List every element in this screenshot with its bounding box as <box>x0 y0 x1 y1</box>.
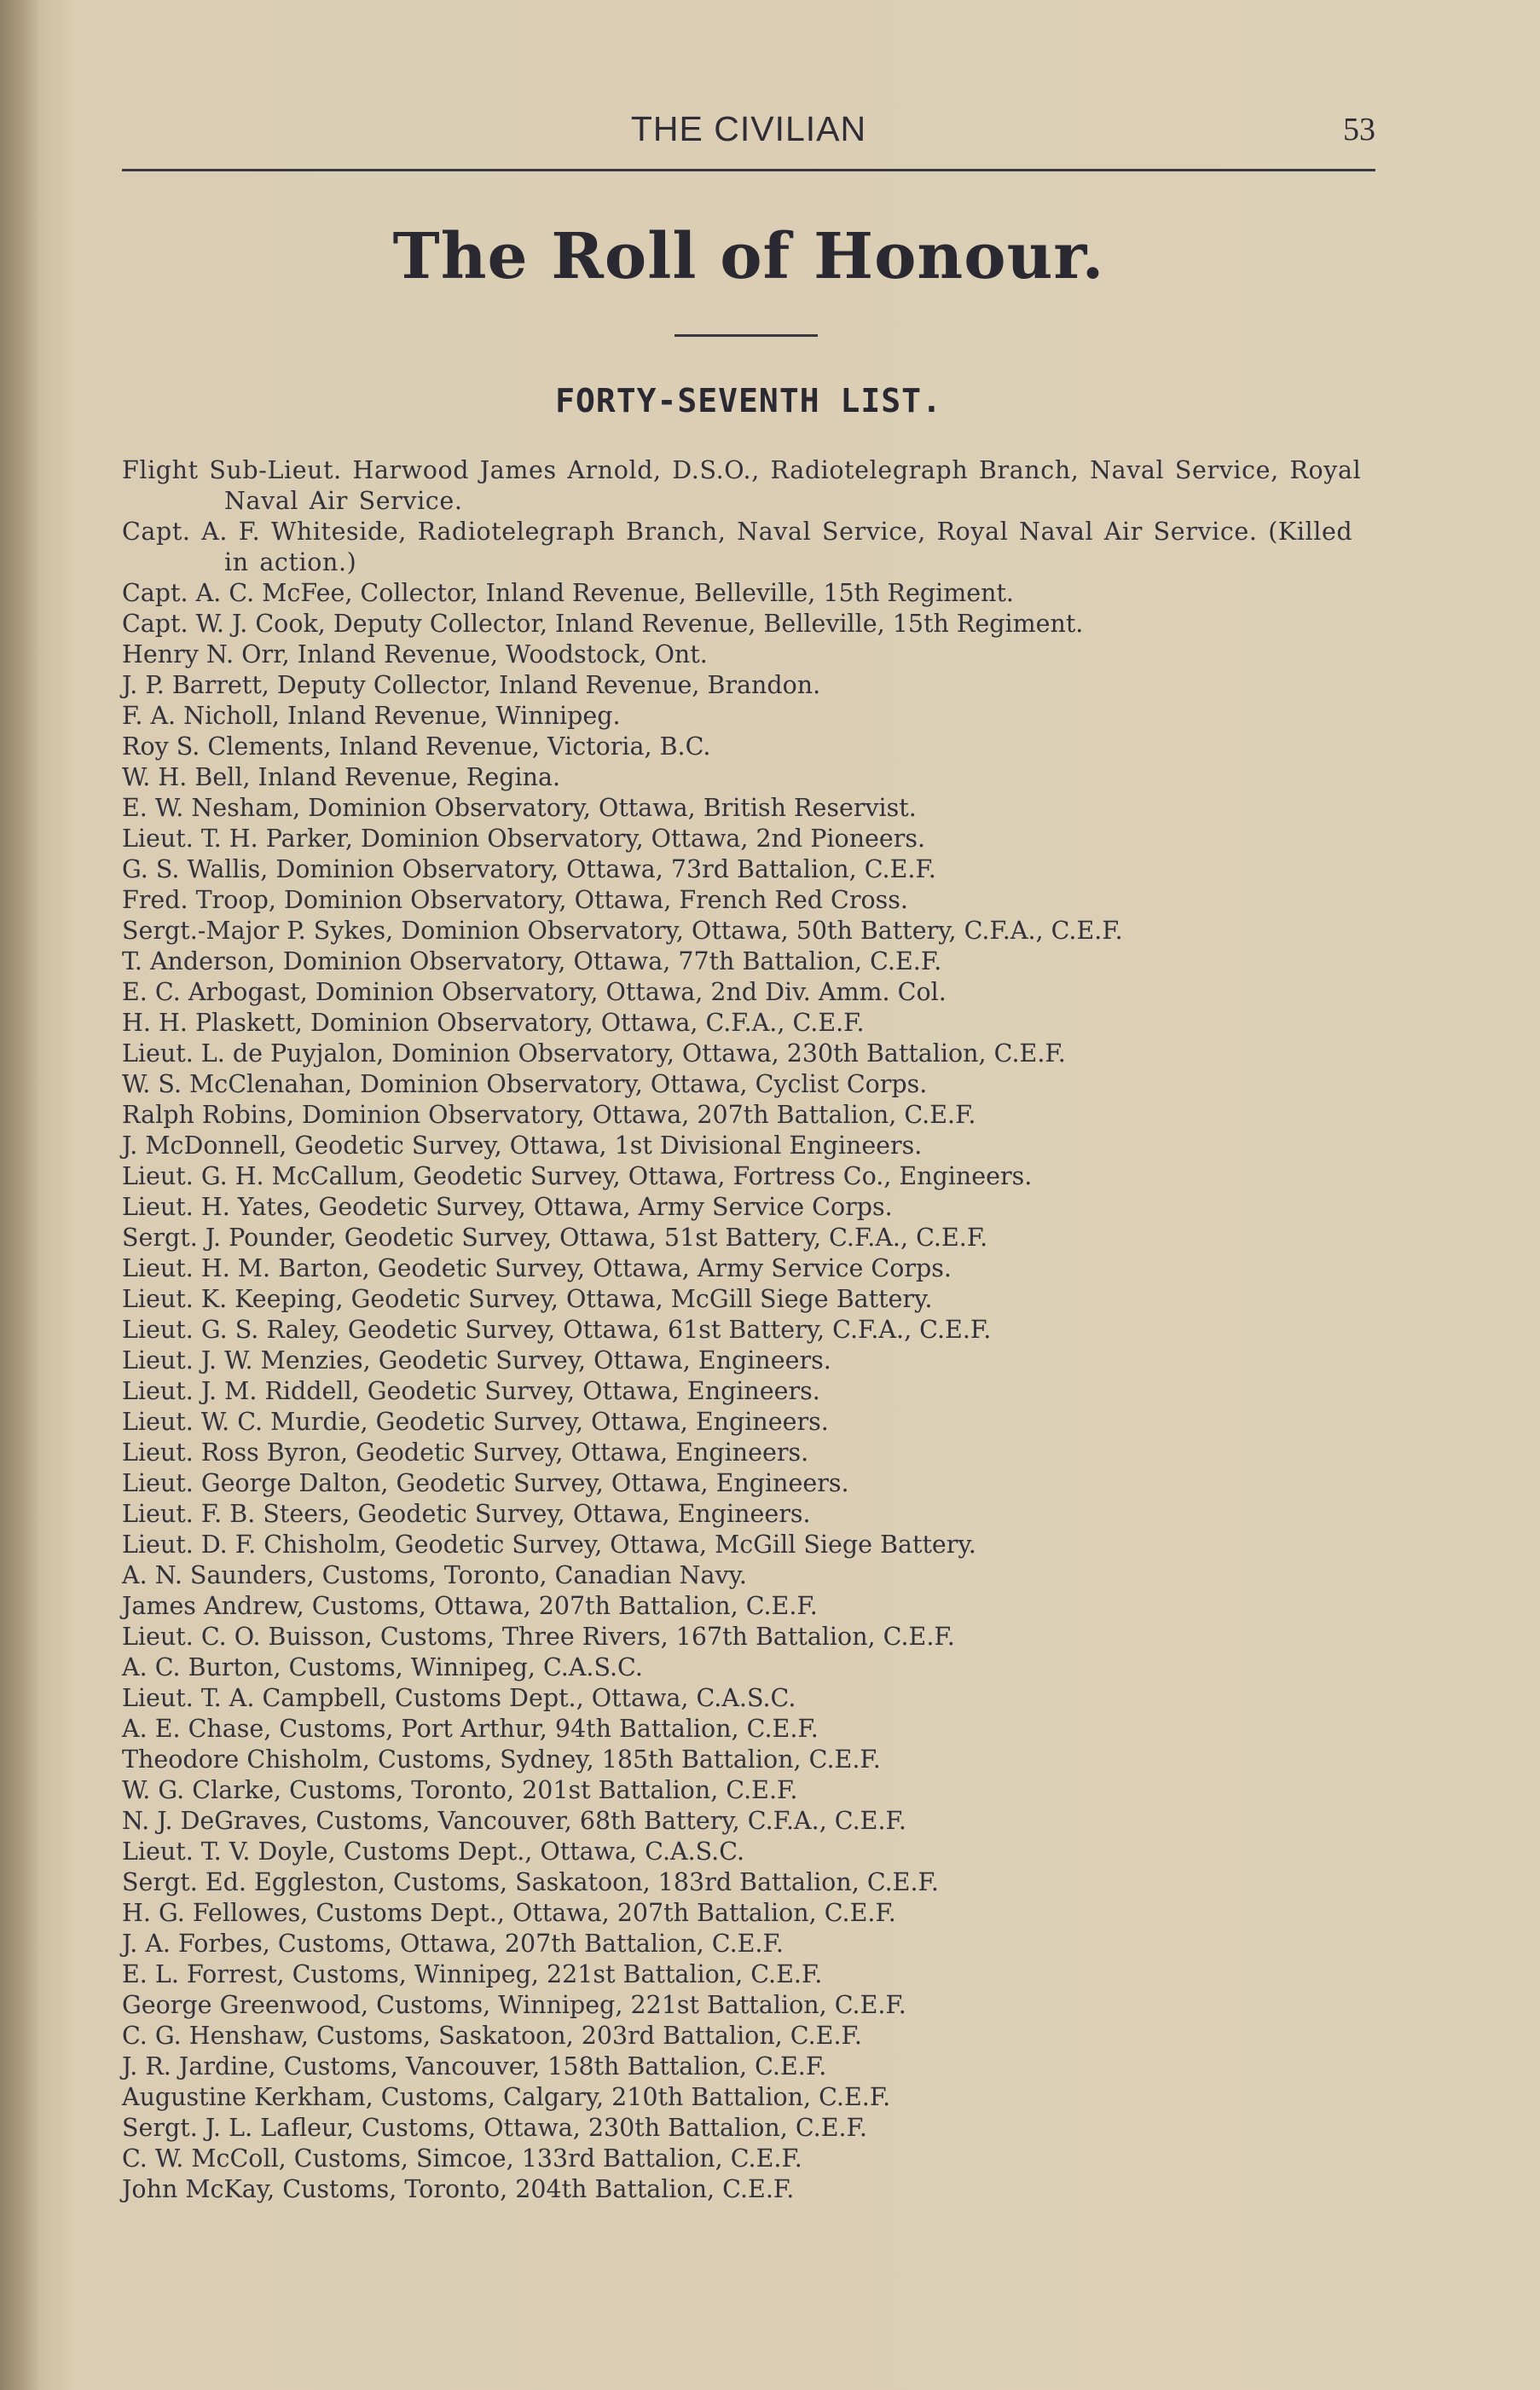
list-item: Lieut. J. W. Menzies, Geodetic Survey, Ottawa, Engineers. <box>122 1346 831 1374</box>
running-title: THE CIVILIAN <box>630 109 867 148</box>
list-item: W. S. McClenahan, Dominion Observatory, Ottawa, Cyclist Corps. <box>122 1070 928 1098</box>
list-item: Lieut. T. A. Campbell, Customs Dept., Ottawa, C.A.S.C. <box>122 1684 796 1712</box>
list-item: Lieut. H. Yates, Geodetic Survey, Ottawa, Army Service Corps. <box>122 1193 893 1221</box>
list-item: H. H. Plaskett, Dominion Observatory, Ottawa, C.F.A., C.E.F. <box>122 1009 865 1037</box>
list-item: Lieut. C. O. Buisson, Customs, Three Rivers, 167th Battalion, C.E.F. <box>122 1623 955 1651</box>
list-item: Lieut. K. Keeping, Geodetic Survey, Ottawa, McGill Siege Battery. <box>122 1285 933 1313</box>
list-item: Lieut. T. V. Doyle, Customs Dept., Ottawa, C.A.S.C. <box>122 1837 745 1866</box>
list-item: Sergt. J. Pounder, Geodetic Survey, Ottawa, 51st Battery, C.F.A., C.E.F. <box>122 1224 988 1252</box>
list-item: Lieut. George Dalton, Geodetic Survey, Ottawa, Engineers. <box>122 1469 849 1497</box>
list-item: J. R. Jardine, Customs, Vancouver, 158th Battalion, C.E.F. <box>122 2052 827 2080</box>
list-item: W. H. Bell, Inland Revenue, Regina. <box>122 763 561 791</box>
list-item: Lieut. H. M. Barton, Geodetic Survey, Ottawa, Army Service Corps. <box>122 1254 952 1282</box>
list-item: T. Anderson, Dominion Observatory, Ottawa, 77th Battalion, C.E.F. <box>122 947 942 975</box>
list-item: A. N. Saunders, Customs, Toronto, Canadian Navy. <box>122 1561 747 1589</box>
list-item: J. A. Forbes, Customs, Ottawa, 207th Battalion, C.E.F. <box>122 1930 784 1958</box>
list-item: Capt. A. C. McFee, Collector, Inland Revenue, Belleville, 15th Regiment. <box>122 579 1014 607</box>
list-item: H. G. Fellowes, Customs Dept., Ottawa, 207th Battalion, C.E.F. <box>122 1899 896 1927</box>
header-rule <box>122 169 1375 171</box>
list-item: G. S. Wallis, Dominion Observatory, Ottawa, 73rd Battalion, C.E.F. <box>122 855 936 883</box>
list-item: Capt. W. J. Cook, Deputy Collector, Inland Revenue, Belleville, 15th Regiment. <box>122 610 1084 638</box>
list-item: Theodore Chisholm, Customs, Sydney, 185th Battalion, C.E.F. <box>122 1745 881 1774</box>
list-item: Lieut. L. de Puyjalon, Dominion Observatory, Ottawa, 230th Battalion, C.E.F. <box>122 1039 1066 1068</box>
list-item: Fred. Troop, Dominion Observatory, Ottawa, French Red Cross. <box>122 886 908 914</box>
list-item: E. L. Forrest, Customs, Winnipeg, 221st Battalion, C.E.F. <box>122 1960 823 1988</box>
list-item: Henry N. Orr, Inland Revenue, Woodstock, Ont. <box>122 640 708 668</box>
list-item: Lieut. G. S. Raley, Geodetic Survey, Ottawa, 61st Battery, C.F.A., C.E.F. <box>122 1316 992 1344</box>
list-item: W. G. Clarke, Customs, Toronto, 201st Battalion, C.E.F. <box>122 1776 798 1804</box>
list-item: Sergt. J. L. Lafleur, Customs, Ottawa, 230th Battalion, C.E.F. <box>122 2114 867 2142</box>
list-item: Lieut. G. H. McCallum, Geodetic Survey, Ottawa, Fortress Co., Engineers. <box>122 1162 1033 1190</box>
list-item: E. W. Nesham, Dominion Observatory, Ottawa, British Reservist. <box>122 794 917 822</box>
list-item: J. P. Barrett, Deputy Collector, Inland Revenue, Brandon. <box>122 671 821 699</box>
list-item: E. C. Arbogast, Dominion Observatory, Ottawa, 2nd Div. Amm. Col. <box>122 978 947 1006</box>
list-item: A. C. Burton, Customs, Winnipeg, C.A.S.C. <box>122 1653 643 1681</box>
list-item: John McKay, Customs, Toronto, 204th Battalion, C.E.F. <box>122 2175 795 2203</box>
page-number: 53 <box>1343 112 1375 148</box>
list-item: Lieut. W. C. Murdie, Geodetic Survey, Ottawa, Engineers. <box>122 1408 829 1436</box>
title-rule <box>674 334 818 337</box>
list-item: Lieut. D. F. Chisholm, Geodetic Survey, Ottawa, McGill Siege Battery. <box>122 1531 976 1559</box>
list-item: Flight Sub-Lieut. Harwood James Arnold, D.S.O., Radiotelegraph Branch, Naval Service, Royal Naval Air Service. <box>122 456 1362 515</box>
list-item: Sergt. Ed. Eggleston, Customs, Saskatoon, 183rd Battalion, C.E.F. <box>122 1868 939 1896</box>
list-item: N. J. DeGraves, Customs, Vancouver, 68th Battery, C.F.A., C.E.F. <box>122 1807 906 1835</box>
list-item: A. E. Chase, Customs, Port Arthur, 94th Battalion, C.E.F. <box>122 1715 819 1743</box>
list-item: Roy S. Clements, Inland Revenue, Victoria, B.C. <box>122 732 711 761</box>
list-item: James Andrew, Customs, Ottawa, 207th Battalion, C.E.F. <box>122 1592 818 1620</box>
list-item: Ralph Robins, Dominion Observatory, Ottawa, 207th Battalion, C.E.F. <box>122 1101 976 1129</box>
list-item: Lieut. J. M. Riddell, Geodetic Survey, Ottawa, Engineers. <box>122 1377 820 1405</box>
list-item: Lieut. T. H. Parker, Dominion Observatory, Ottawa, 2nd Pioneers. <box>122 825 926 853</box>
list-item: J. McDonnell, Geodetic Survey, Ottawa, 1st Divisional Engineers. <box>122 1131 923 1160</box>
list-item: Lieut. F. B. Steers, Geodetic Survey, Ottawa, Engineers. <box>122 1500 811 1528</box>
list-item: Augustine Kerkham, Customs, Calgary, 210th Battalion, C.E.F. <box>122 2083 891 2111</box>
book-spine-shadow <box>0 0 41 2390</box>
list-subheading: FORTY-SEVENTH LIST. <box>555 382 942 420</box>
list-item: Sergt.-Major P. Sykes, Dominion Observatory, Ottawa, 50th Battery, C.F.A., C.E.F. <box>122 917 1123 945</box>
list-item: George Greenwood, Customs, Winnipeg, 221st Battalion, C.E.F. <box>122 1991 906 2019</box>
running-head <box>122 109 1375 157</box>
list-item: C. W. McColl, Customs, Simcoe, 133rd Battalion, C.E.F. <box>122 2144 802 2173</box>
list-item: C. G. Henshaw, Customs, Saskatoon, 203rd Battalion, C.E.F. <box>122 2022 862 2050</box>
list-item: F. A. Nicholl, Inland Revenue, Winnipeg. <box>122 702 621 730</box>
list-item: Capt. A. F. Whiteside, Radiotelegraph Branch, Naval Service, Royal Naval Air Service. (Killed in action.) <box>122 518 1353 576</box>
roll-of-honour-list <box>122 455 1384 2205</box>
article-title: The Roll of Honour. <box>392 220 1105 293</box>
list-item: Lieut. Ross Byron, Geodetic Survey, Ottawa, Engineers. <box>122 1438 809 1467</box>
